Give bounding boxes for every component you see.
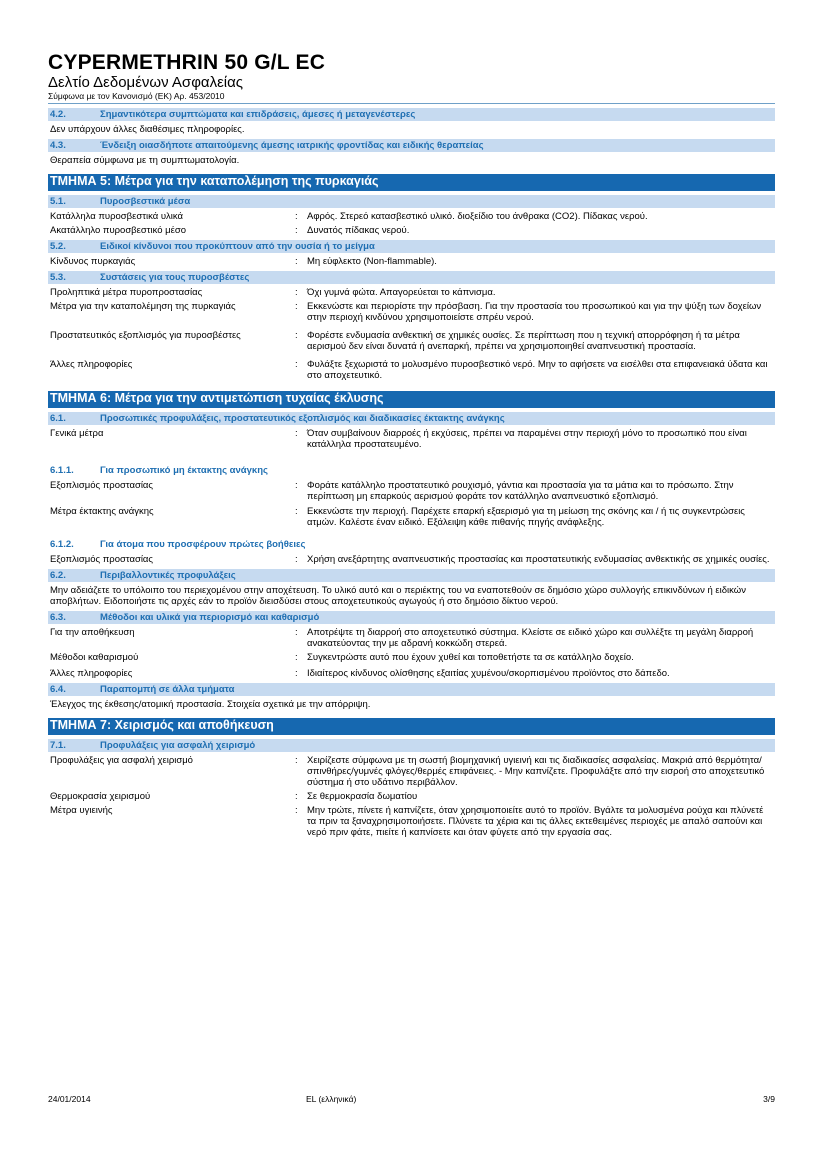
property-row (48, 502, 775, 528)
colon: : (295, 330, 298, 341)
property-label: Ακατάλληλο πυροσβεστικό μέσο (50, 225, 187, 236)
property-value: Ιδιαίτερος κίνδυνος ολίσθησης εξαιτίας χυμένου/σκορπισμένου προϊόντος στο δάπεδο. (307, 668, 670, 679)
colon: : (295, 301, 298, 312)
property-row (48, 788, 775, 802)
subsection-title: Ένδειξη οιασδήποτε απαιτούμενης άμεσης ιατρικής φροντίδας και ειδικής θεραπείας (100, 140, 484, 151)
property-row (48, 284, 775, 298)
property-row (48, 425, 775, 450)
property-label: Άλλες πληροφορίες (50, 359, 133, 370)
subsection-title: Προσωπικές προφυλάξεις, προστατευτικός εξοπλισμός και διαδικασίες έκτακτης ανάγκης (100, 413, 505, 424)
subsection-header-5-1 (48, 195, 775, 208)
subsection-title: Μέθοδοι και υλικά για περιορισμό και καθαρισμό (100, 612, 320, 623)
property-value: Εκκενώστε και περιορίστε την πρόσβαση. Για την προστασία του προσωπικού και για την ψύξη των δοχείων στην περιοχή κινδύνου χρησιμοποιείστε σπρέυ νερού. (307, 301, 762, 323)
subsection-number: 6.1.1. (50, 465, 74, 476)
subsection-header-6-1 (48, 412, 775, 425)
subsection-header-4-2 (48, 108, 775, 121)
property-row (48, 663, 775, 679)
header-divider (48, 103, 775, 104)
subsection-header-6-1-2 (48, 538, 775, 551)
colon: : (295, 480, 298, 491)
regulation-reference: Σύμφωνα με τον Κανονισμό (ΕΚ) Αρ. 453/2010 (48, 91, 225, 101)
section-header-5: ΤΜΗΜΑ 5: Μέτρα για την καταπολέμηση της πυρκαγιάς (48, 174, 775, 189)
colon: : (295, 805, 298, 816)
property-label: Θερμοκρασία χειρισμού (50, 791, 151, 802)
property-label: Άλλες πληροφορίες (50, 668, 133, 679)
subsection-title: Για άτομα που προσφέρουν πρώτες βοήθειες (100, 539, 306, 550)
subsection-number: 4.3. (50, 140, 66, 151)
property-value: Συγκεντρώστε αυτό που έχουν χυθεί και τοποθετήστε τα σε κατάλληλο δοχείο. (307, 652, 634, 663)
subsection-title: Πυροσβεστικά μέσα (100, 196, 191, 207)
section-text: Έλεγχος της έκθεσης/ατομική προστασία. Στοιχεία σχετικά με την απόρριψη. (50, 699, 371, 710)
property-label: Προφυλάξεις για ασφαλή χειρισμό (50, 755, 193, 766)
subsection-number: 6.3. (50, 612, 66, 623)
subsection-header-6-3 (48, 611, 775, 624)
property-value: Όταν συμβαίνουν διαρροές ή εκχύσεις, πρέπει να παραμένει στην περιοχή μόνο το προσωπικό που είναι κατάλληλα προστατευμένο. (307, 428, 747, 450)
property-row (48, 352, 775, 381)
section-text: Θεραπεία σύμφωνα με τη συμπτωματολογία. (50, 155, 240, 166)
property-row (48, 323, 775, 352)
subsection-number: 5.1. (50, 196, 66, 207)
property-value: Μην τρώτε, πίνετε ή καπνίζετε, όταν χρησιμοποιείτε αυτό το προϊόν. Βγάλτε τα μολυσμένα ρούχα και πλύνετέ τα πριν τα ξαναχρησιμοποιήσετε. Πλύνετε τα χέρια και τις άλλες εκτεθειμένες περιοχές με απαλό σαπούνι και νερό πριν φάτε, πιείτε ή καπνίσετε και όταν φύγετε από την εργασία σας. (307, 805, 764, 838)
section-text: Μην αδειάζετε το υπόλοιπο του περιεχομένου στην αποχέτευση. Το υλικό αυτό και ο περιέκτης του να εναποτεθούν σε δημόσιο χώρο συλλογής επικινδύνων ή ειδικών αποβλήτων. Ειδοποιήστε τις αρχές εάν το προϊόν διεισδύσει στους αποχετευτικούς αγωγούς ή στο δημόσιο δίκτυο νερού. (50, 585, 746, 607)
colon: : (295, 428, 298, 439)
property-value: Μη εύφλεκτο (Non-flammable). (307, 256, 437, 267)
property-row (48, 752, 775, 788)
property-label: Μέτρα υγιεινής (50, 805, 113, 816)
property-value: Όχι γυμνά φώτα. Απαγορεύεται το κάπνισμα. (307, 287, 496, 298)
subsection-title: Προφυλάξεις για ασφαλή χειρισμό (100, 740, 256, 751)
colon: : (295, 627, 298, 638)
subsection-number: 7.1. (50, 740, 66, 751)
document-page (48, 52, 775, 838)
subsection-title: Σημαντικότερα συμπτώματα και επιδράσεις, άμεσες ή μεταγενέστερες (100, 109, 416, 120)
property-row (48, 551, 775, 565)
footer-language: EL (ελληνικά) (306, 1094, 357, 1104)
colon: : (295, 506, 298, 517)
property-label: Μέθοδοι καθαρισμού (50, 652, 139, 663)
property-row (48, 624, 775, 649)
property-value: Χειρίζεστε σύμφωνα με τη σωστή βιομηχανική υγιεινή και τις διαδικασίες ασφαλείας. Μακριά από θερμότητα/σπινθήρες/γυμνές φλόγες/θερμές επιφάνειες. - Μην καπνίζετε. Προφυλάξτε από την εισροή στο αποχετευτικό σύστημα ή στο υδάτινο περιβάλλον. (307, 755, 765, 788)
property-value: Χρήση ανεξάρτητης αναπνευστικής προστασίας και προστατευτικής ενδυμασίας ανθεκτικής σε χημικές ουσίες. (307, 554, 770, 565)
product-title: CYPERMETHRIN 50 G/L EC (48, 51, 326, 74)
colon: : (295, 211, 298, 222)
colon: : (295, 668, 298, 679)
subsection-header-5-2 (48, 240, 775, 253)
property-row (48, 222, 775, 236)
property-label: Εξοπλισμός προστασίας (50, 554, 153, 565)
colon: : (295, 359, 298, 370)
property-row (48, 253, 775, 267)
subsection-title: Για προσωπικό μη έκτακτης ανάγκης (100, 465, 268, 476)
property-label: Γενικά μέτρα (50, 428, 104, 439)
property-label: Προληπτικά μέτρα πυροπροστασίας (50, 287, 203, 298)
property-value: Φοράτε κατάλληλο προστατευτικό ρουχισμό, γάντια και προστασία για τα μάτια και το πρόσωπο. Στην περίπτωση μη επαρκούς αερισμού φοράτε τον κατάλληλο αναπνευστικό εξοπλισμό. (307, 480, 734, 502)
subsection-title: Συστάσεις για τους πυροσβέστες (100, 272, 250, 283)
property-value: Φυλάξτε ξεχωριστά το μολυσμένο πυροσβεστικό νερό. Μην το αφήσετε να εισέλθει στα επιφανειακά ύδατα και στο αποχετευτικό. (307, 359, 768, 381)
subsection-number: 6.1.2. (50, 539, 74, 550)
section-header-7: ΤΜΗΜΑ 7: Χειρισμός και αποθήκευση (48, 718, 775, 733)
property-label: Μέτρα έκτακτης ανάγκης (50, 506, 154, 517)
colon: : (295, 287, 298, 298)
subsection-number: 6.1. (50, 413, 66, 424)
property-row (48, 802, 775, 838)
subsection-title: Παραπομπή σε άλλα τμήματα (100, 684, 235, 695)
subsection-header-6-4 (48, 683, 775, 696)
subsection-header-4-3 (48, 139, 775, 152)
document-subtitle: Δελτίο Δεδομένων Ασφαλείας (48, 74, 244, 91)
property-row (48, 298, 775, 323)
colon: : (295, 554, 298, 565)
property-value: Αποτρέψτε τη διαρροή στο αποχετευτικό σύστημα. Κλείστε σε ειδικό χώρο και συλλέξτε τη μεγάλη διαρροή ανακατεύοντας την με αδρανή κοκκώδη στερεά. (307, 627, 754, 649)
property-row (48, 208, 775, 222)
colon: : (295, 791, 298, 802)
property-value: Σε θερμοκρασία δωματίου (307, 791, 418, 802)
property-label: Κίνδυνος πυρκαγιάς (50, 256, 136, 267)
colon: : (295, 256, 298, 267)
property-row (48, 477, 775, 502)
property-value: Δυνατός πίδακας νερού. (307, 225, 410, 236)
subsection-header-7-1 (48, 739, 775, 752)
property-value: Εκκενώστε την περιοχή. Παρέχετε επαρκή εξαερισμό για τη μείωση της σκόνης και / ή τις συγκεντρώσεις ατμών. Καλέστε έναν ειδικό. Εξάλειψη κάθε πιθανής πηγής ανάφλεξης. (307, 506, 745, 528)
property-label: Προστατευτικός εξοπλισμός για πυροσβέστες (50, 330, 241, 341)
footer-date: 24/01/2014 (48, 1094, 91, 1104)
property-label: Κατάλληλα πυροσβεστικά υλικά (50, 211, 184, 222)
subsection-title: Ειδικοί κίνδυνοι που προκύπτουν από την ουσία ή το μείγμα (100, 241, 375, 252)
colon: : (295, 652, 298, 663)
page-footer (48, 1094, 775, 1104)
subsection-number: 5.2. (50, 241, 66, 252)
subsection-number: 4.2. (50, 109, 66, 120)
subsection-title: Περιβαλλοντικές προφυλάξεις (100, 570, 236, 581)
subsection-number: 6.4. (50, 684, 66, 695)
section-header-6: ΤΜΗΜΑ 6: Μέτρα για την αντιμετώπιση τυχαίας έκλυσης (48, 391, 775, 406)
property-value: Φορέστε ενδυμασία ανθεκτική σε χημικές ουσίες. Σε περίπτωση που η τεχνική απορρόφηση ή τα μέτρα αερισμού δεν είναι δυνατά ή ανεπαρκή, πρέπει να χρησιμοποιηθεί αναπνευστική προστασία. (307, 330, 740, 352)
document-header (48, 52, 775, 104)
property-label: Εξοπλισμός προστασίας (50, 480, 153, 491)
subsection-number: 5.3. (50, 272, 66, 283)
property-label: Για την αποθήκευση (50, 627, 135, 638)
colon: : (295, 225, 298, 236)
subsection-header-6-1-1 (48, 464, 775, 477)
property-row (48, 649, 775, 663)
footer-page-number: 3/9 (763, 1094, 775, 1104)
section-text: Δεν υπάρχουν άλλες διαθέσιμες πληροφορίες. (50, 124, 245, 135)
property-label: Μέτρα για την καταπολέμηση της πυρκαγιάς (50, 301, 236, 312)
colon: : (295, 755, 298, 766)
subsection-header-5-3 (48, 271, 775, 284)
subsection-header-6-2 (48, 569, 775, 582)
property-value: Αφρός. Στερεό κατασβεστικό υλικό. διοξείδιο του άνθρακα (CO2). Πίδακας νερού. (307, 211, 648, 222)
subsection-number: 6.2. (50, 570, 66, 581)
